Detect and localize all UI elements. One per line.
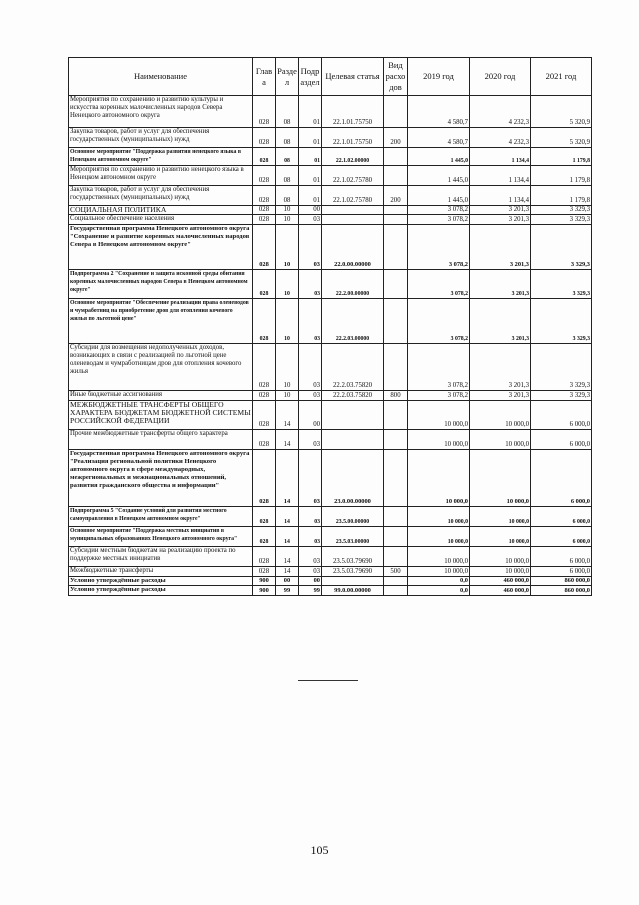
cell-amount-2019: 0,0 [408,577,470,586]
cell-amount-2020: 3 201,3 [470,225,531,270]
cell-amount-2021: 3 329,3 [531,206,592,215]
cell-expense-type [384,166,408,186]
cell-amount-2019: 10 000,0 [408,507,470,527]
cell-expense-type [384,215,408,225]
cell-name: Субсидии для возмещения недополученных доходов, возникающих в связи с реализацией по льготной цене оленеводам и чумработницам дров для отопления кочевого жилья [69,344,253,391]
table-header-row [69,58,592,96]
table-row [69,507,592,527]
cell-amount-2021: 1 179,8 [531,166,592,186]
cell-target-article [322,401,384,430]
cell-razdel: 14 [276,450,299,507]
cell-podrazdel: 03 [299,567,322,577]
cell-amount-2020: 4 232,3 [470,128,531,148]
cell-amount-2021: 6 000,0 [531,507,592,527]
cell-podrazdel: 03 [299,270,322,299]
cell-target-article: 22.1.01.75750 [322,96,384,128]
cell-razdel: 08 [276,166,299,186]
cell-expense-type [384,577,408,586]
cell-amount-2019: 0,0 [408,586,470,596]
cell-name: Подпрограмма 5 "Создание условий для развития местного самоуправления в Ненецком автономном округе" [69,507,253,527]
cell-glava: 028 [253,547,276,567]
cell-razdel: 14 [276,401,299,430]
cell-amount-2019: 3 078,2 [408,206,470,215]
cell-amount-2020: 3 201,3 [470,344,531,391]
table-row [69,299,592,344]
cell-target-article [322,206,384,215]
table-row [69,450,592,507]
table-row [69,430,592,450]
cell-amount-2019: 1 445,0 [408,166,470,186]
cell-glava: 028 [253,527,276,547]
header-2020: 2020 год [470,58,531,96]
cell-podrazdel: 03 [299,299,322,344]
header-glava: Глав а [253,58,276,96]
cell-podrazdel: 01 [299,166,322,186]
header-2019: 2019 год [408,58,470,96]
cell-glava: 028 [253,391,276,401]
separator-line [298,680,358,681]
cell-expense-type [384,401,408,430]
cell-target-article: 22.2.00.00000 [322,270,384,299]
cell-amount-2021: 3 329,3 [531,270,592,299]
cell-glava: 028 [253,299,276,344]
cell-name: Прочие межбюджетные трансферты общего характера [69,430,253,450]
cell-target-article [322,430,384,450]
header-name: Наименование [69,58,253,96]
cell-razdel: 10 [276,299,299,344]
cell-glava: 900 [253,586,276,596]
cell-glava: 028 [253,401,276,430]
cell-amount-2020: 10 000,0 [470,450,531,507]
cell-expense-type [384,430,408,450]
table-row [69,215,592,225]
cell-name: Иные бюджетные ассигнования [69,391,253,401]
cell-target-article: 22.2.03.75820 [322,391,384,401]
cell-podrazdel: 00 [299,401,322,430]
cell-name: МЕЖБЮДЖЕТНЫЕ ТРАНСФЕРТЫ ОБЩЕГО ХАРАКТЕРА БЮДЖЕТАМ БЮДЖЕТНОЙ СИСТЕМЫ РОССИЙСКОЙ ФЕДЕРАЦИИ [69,401,253,430]
cell-podrazdel: 00 [299,577,322,586]
cell-amount-2019: 10 000,0 [408,450,470,507]
cell-amount-2020: 3 201,3 [470,215,531,225]
cell-podrazdel: 03 [299,527,322,547]
cell-amount-2019: 3 078,2 [408,225,470,270]
cell-amount-2019: 3 078,2 [408,270,470,299]
cell-razdel: 14 [276,567,299,577]
cell-podrazdel: 99 [299,586,322,596]
cell-amount-2020: 460 000,0 [470,586,531,596]
header-expense-type: Вид расхо дов [384,58,408,96]
cell-glava: 028 [253,166,276,186]
cell-target-article: 23.5.03.00000 [322,527,384,547]
cell-expense-type [384,148,408,166]
cell-razdel: 08 [276,128,299,148]
cell-razdel: 14 [276,507,299,527]
cell-expense-type [384,299,408,344]
cell-podrazdel: 03 [299,507,322,527]
cell-amount-2019: 10 000,0 [408,527,470,547]
cell-podrazdel: 03 [299,344,322,391]
table-row [69,344,592,391]
cell-expense-type [384,450,408,507]
cell-amount-2021: 1 179,8 [531,186,592,206]
cell-expense-type: 200 [384,128,408,148]
cell-amount-2021: 6 000,0 [531,527,592,547]
cell-amount-2020: 10 000,0 [470,507,531,527]
page-number: 105 [310,843,329,857]
cell-amount-2019: 3 078,2 [408,391,470,401]
cell-amount-2021: 5 320,9 [531,96,592,128]
cell-amount-2020: 10 000,0 [470,401,531,430]
cell-amount-2020: 3 201,3 [470,299,531,344]
cell-expense-type [384,344,408,391]
cell-glava: 028 [253,430,276,450]
cell-razdel: 00 [276,577,299,586]
cell-name: Закупка товаров, работ и услуг для обеспечения государственных (муниципальных) нужд [69,128,253,148]
cell-name: Условно утверждённые расходы [69,586,253,596]
cell-target-article: 22.1.02.75780 [322,186,384,206]
cell-amount-2021: 6 000,0 [531,567,592,577]
cell-amount-2020: 4 232,3 [470,96,531,128]
cell-name: Социальное обеспечение населения [69,215,253,225]
cell-amount-2019: 10 000,0 [408,401,470,430]
cell-expense-type [384,507,408,527]
cell-target-article: 22.2.03.75820 [322,344,384,391]
cell-name: Условно утверждённые расходы [69,577,253,586]
cell-glava: 900 [253,577,276,586]
cell-name: Закупка товаров, работ и услуг для обеспечения государственных (муниципальных) нужд [69,186,253,206]
cell-expense-type [384,96,408,128]
table-row [69,270,592,299]
cell-amount-2019: 10 000,0 [408,547,470,567]
cell-amount-2020: 10 000,0 [470,567,531,577]
cell-amount-2020: 10 000,0 [470,527,531,547]
cell-podrazdel: 03 [299,215,322,225]
cell-target-article: 23.5.03.79690 [322,547,384,567]
cell-target-article [322,577,384,586]
cell-amount-2021: 1 179,8 [531,148,592,166]
cell-razdel: 99 [276,586,299,596]
cell-podrazdel: 03 [299,391,322,401]
cell-amount-2019: 1 445,0 [408,186,470,206]
cell-podrazdel: 01 [299,128,322,148]
cell-razdel: 08 [276,96,299,128]
cell-podrazdel: 01 [299,96,322,128]
cell-razdel: 10 [276,391,299,401]
cell-amount-2019: 4 580,7 [408,128,470,148]
cell-name: Мероприятия по сохранению и развитию ненецкого языка в Ненецком автономном округе [69,166,253,186]
cell-glava: 028 [253,186,276,206]
table-row [69,128,592,148]
header-razdel: Разде л [276,58,299,96]
cell-amount-2021: 6 000,0 [531,430,592,450]
cell-expense-type [384,270,408,299]
cell-name: Основное мероприятие "Поддержка развития ненецкого языка в Ненецком автономном округе" [69,148,253,166]
cell-amount-2020: 1 134,4 [470,148,531,166]
cell-target-article: 22.0.00.00000 [322,225,384,270]
cell-amount-2020: 3 201,3 [470,391,531,401]
table-row [69,166,592,186]
table-body [69,96,592,596]
cell-target-article: 22.2.03.00000 [322,299,384,344]
cell-amount-2021: 3 329,3 [531,215,592,225]
cell-amount-2021: 6 000,0 [531,401,592,430]
cell-amount-2019: 4 580,7 [408,96,470,128]
table-row [69,148,592,166]
cell-name: Мероприятия по сохранению и развитию культуры и искусства коренных малочисленных народов Севера Ненецкого автономного округа [69,96,253,128]
cell-razdel: 14 [276,430,299,450]
cell-razdel: 08 [276,186,299,206]
header-2021: 2021 год [531,58,592,96]
cell-name: Субсидии местным бюджетам на реализацию проекта по поддержке местных инициатив [69,547,253,567]
cell-razdel: 08 [276,148,299,166]
cell-amount-2020: 3 201,3 [470,270,531,299]
cell-amount-2021: 3 329,3 [531,344,592,391]
cell-glava: 028 [253,450,276,507]
cell-glava: 028 [253,215,276,225]
cell-podrazdel: 03 [299,430,322,450]
cell-amount-2020: 10 000,0 [470,547,531,567]
cell-amount-2020: 460 000,0 [470,577,531,586]
table-row [69,547,592,567]
cell-target-article: 23.5.03.79690 [322,567,384,577]
cell-glava: 028 [253,507,276,527]
cell-expense-type [384,527,408,547]
table-row [69,586,592,596]
cell-amount-2020: 3 201,3 [470,206,531,215]
cell-glava: 028 [253,128,276,148]
cell-amount-2019: 3 078,2 [408,299,470,344]
cell-name: Межбюджетные трансферты [69,567,253,577]
cell-podrazdel: 03 [299,450,322,507]
cell-amount-2020: 1 134,4 [470,186,531,206]
cell-glava: 028 [253,206,276,215]
cell-razdel: 14 [276,547,299,567]
cell-amount-2019: 3 078,2 [408,344,470,391]
cell-amount-2019: 10 000,0 [408,567,470,577]
budget-table [68,57,592,596]
cell-glava: 028 [253,344,276,391]
cell-amount-2019: 10 000,0 [408,430,470,450]
cell-expense-type: 500 [384,567,408,577]
cell-amount-2020: 10 000,0 [470,430,531,450]
cell-amount-2019: 1 445,0 [408,148,470,166]
cell-name: Государственная программа Ненецкого автономного округа "Сохранение и развитие коренных малочисленных народов Севера в Ненецком автономном округе" [69,225,253,270]
cell-amount-2021: 5 320,9 [531,128,592,148]
cell-glava: 028 [253,225,276,270]
cell-amount-2019: 3 078,2 [408,215,470,225]
cell-glava: 028 [253,567,276,577]
cell-name: Основное мероприятие "Поддержка местных инициатив в муниципальных образованиях Ненецкого автономного округа" [69,527,253,547]
cell-expense-type [384,225,408,270]
table-row [69,225,592,270]
cell-razdel: 10 [276,225,299,270]
cell-amount-2021: 6 000,0 [531,450,592,507]
cell-expense-type [384,586,408,596]
table-row [69,391,592,401]
cell-razdel: 10 [276,270,299,299]
cell-razdel: 14 [276,527,299,547]
table-row [69,186,592,206]
cell-podrazdel: 01 [299,148,322,166]
cell-amount-2020: 1 134,4 [470,166,531,186]
cell-target-article [322,215,384,225]
cell-glava: 028 [253,148,276,166]
cell-target-article: 22.1.01.75750 [322,128,384,148]
cell-glava: 028 [253,270,276,299]
table-row [69,96,592,128]
cell-amount-2021: 3 329,3 [531,391,592,401]
cell-target-article: 23.0.00.00000 [322,450,384,507]
cell-amount-2021: 3 329,3 [531,299,592,344]
cell-name: Подпрограмма 2 "Сохранение и защита исконной среды обитания коренных малочисленных народов Севера в Ненецком автономном округе" [69,270,253,299]
cell-podrazdel: 03 [299,547,322,567]
table-row [69,577,592,586]
cell-glava: 028 [253,96,276,128]
cell-target-article: 22.1.02.75780 [322,166,384,186]
table-row [69,401,592,430]
cell-expense-type: 800 [384,391,408,401]
cell-podrazdel: 00 [299,206,322,215]
cell-razdel: 10 [276,215,299,225]
table-row [69,527,592,547]
cell-podrazdel: 01 [299,186,322,206]
cell-target-article: 23.5.00.00000 [322,507,384,527]
cell-amount-2021: 3 329,3 [531,225,592,270]
table-row [69,206,592,215]
cell-name: Государственная программа Ненецкого автономного округа "Реализация региональной политики Ненецкого автономного округа в сфере международных, межрегиональных и межнациональных отношений, развития гражданского общества и информации" [69,450,253,507]
cell-name: СОЦИАЛЬНАЯ ПОЛИТИКА [69,206,253,215]
cell-razdel: 10 [276,206,299,215]
cell-razdel: 10 [276,344,299,391]
table-row [69,567,592,577]
header-target-article: Целевая статья [322,58,384,96]
cell-name: Основное мероприятие "Обеспечение реализации права оленеводов и чумработниц на приобретение дров для отопления кочевого жилья по льготной цене" [69,299,253,344]
cell-amount-2021: 6 000,0 [531,547,592,567]
header-podrazdel: Подр аздел [299,58,322,96]
cell-expense-type [384,547,408,567]
cell-target-article: 99.0.00.00000 [322,586,384,596]
cell-expense-type [384,206,408,215]
cell-expense-type: 200 [384,186,408,206]
cell-amount-2021: 860 000,0 [531,577,592,586]
cell-podrazdel: 03 [299,225,322,270]
cell-amount-2021: 860 000,0 [531,586,592,596]
cell-target-article: 22.1.02.00000 [322,148,384,166]
